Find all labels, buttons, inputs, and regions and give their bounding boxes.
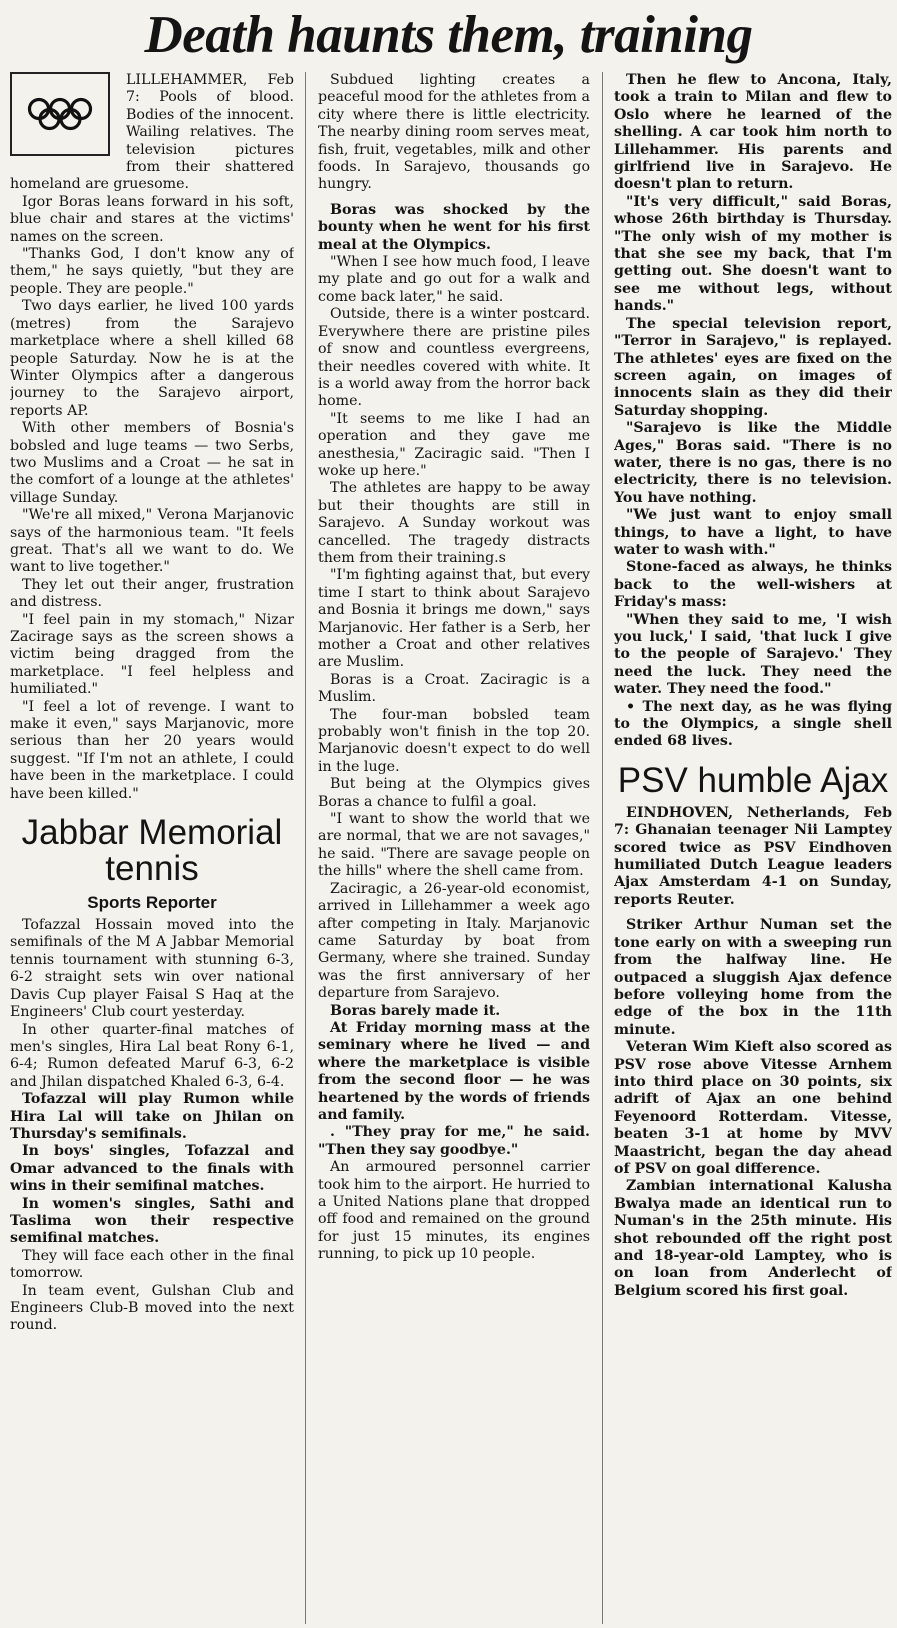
article-paragraph: Tofazzal Hossain moved into the semifinals of the M A Jabbar Memorial tennis tournament with stunning 6-3, 6-2 straight sets win over national Davis Cup player Faisal S Haq at the Engineers' Club court yesterday. [10,917,294,1021]
article-paragraph: "When they said to me, 'I wish you luck,' I said, 'that luck I give to the people of Sarajevo.' They need the luck. They need the water. They need the food." [614,611,892,698]
article-paragraph: An armoured personnel carrier took him to the airport. He hurried to a United Nations plane that dropped off food and remained on the ground for just 15 minutes, its engines running, to pick up 10 people. [318,1159,590,1263]
article-paragraph: The four-man bobsled team probably won't finish in the top 20. Marjanovic doesn't expect to do well in the luge. [318,706,590,775]
article-paragraph: EINDHOVEN, Netherlands, Feb 7: Ghanaian teenager Nii Lamptey scored twice as PSV Eindhoven humiliated Dutch League leaders Ajax Amsterdam 4-1 on Sunday, reports Reuter. [614,804,892,908]
article-paragraph: The athletes are happy to be away but their thoughts are still in Sarajevo. A Sunday workout was cancelled. The tragedy distracts them from their training.s [318,480,590,566]
article-paragraph: Striker Arthur Numan set the tone early on with a sweeping run from the halfway line. He outpaced a sluggish Ajax defence before volleying home from the edge of the box in the 11th minute. [614,917,892,1038]
column-rule [305,72,306,1624]
article-paragraph: Veteran Wim Kieft also scored as PSV rose above Vitesse Arnhem into third place on 30 points, six adrift of Ajax an one behind Feyenoord Rotterdam. Vitesse, beaten 3-1 at home by MVV Maastricht, began the day ahead of PSV on goal difference. [614,1039,892,1177]
article-paragraph: "We just want to enjoy small things, to have a light, to have water to wash with." [614,507,892,558]
article-paragraph: Stone-faced as always, he thinks back to the well-wishers at Friday's mass: [614,559,892,611]
article-paragraph: "I want to show the world that we are normal, that we are not savages," he said. "There are savage people on the hills" where the shell came from. [318,811,590,880]
article-paragraph: • The next day, as he was flying to the Olympics, a single shell ended 68 lives. [614,698,892,750]
column-rule [602,72,603,1624]
article-paragraph: In women's singles, Sathi and Taslima won their respective semifinal matches. [10,1195,294,1247]
article-paragraph: Boras is a Croat. Zaciragic is a Muslim. [318,671,590,706]
dateline-paragraph: LILLEHAMMER, Feb 7: Pools of blood. Bodies of the innocent. Wailing relatives. The television pictures from their shattered homeland are gruesome. [10,72,294,193]
byline: Sports Reporter [87,893,217,913]
psv-headline: PSV humble Ajax [617,760,889,800]
article-paragraph: With other members of Bosnia's bobsled and luge teams — two Serbs, two Muslims and a Croat — he sat in the comfort of a lounge at the athletes' village Sunday. [10,420,294,506]
olympic-rings-icon [10,72,110,156]
article-paragraph: "When I see how much food, I leave my plate and go out for a walk and come back later," he said. [318,254,590,305]
tennis-headline: Jabbar Memorial tennis [21,813,283,889]
article-paragraph: Then he flew to Ancona, Italy, took a train to Milan and flew to Oslo where he learned of the shelling. A car took him north to Lillehammer. His parents and girlfriend live in Sarajevo. He doesn't plan to return. [614,72,892,193]
column-2 [318,72,590,1624]
article-paragraph: In other quarter-final matches of men's singles, Hira Lal beat Rony 6-1, 6-4; Rumon defeated Maruf 6-3, 6-2 and Jhilan dispatched Khaled 6-3, 6-4. [10,1021,294,1090]
article-paragraph: Outside, there is a winter postcard. Everywhere there are pristine piles of snow and countless evergreens, their needles covered with white. It is a world away from the horror back home. [318,306,590,410]
article-paragraph: Igor Boras leans forward in his soft, blue chair and stares at the victims' names on the screen. [10,193,294,245]
column-3 [614,72,892,1624]
article-paragraph: Zaciragic, a 26-year-old economist, arrived in Lillehammer a week ago after competing in Italy. Marjanovic came Saturday by boat from Germany, where she trained. Sunday was the first anniversary of her departure from Sarajevo. [318,880,590,1002]
article-paragraph: Two days earlier, he lived 100 yards (metres) from the Sarajevo marketplace where a shell killed 68 people Saturday. Now he is at the Winter Olympics after a dangerous journey to the Sarajevo airport, reports AP. [10,298,294,419]
article-paragraph: At Friday morning mass at the seminary where he lived — and where the marketplace is visible from the second floor — he was heartened by the words of friends and family. [318,1019,590,1123]
article-paragraph: Boras barely made it. [330,1002,501,1019]
article-paragraph: In boys' singles, Tofazzal and Omar advanced to the finals with wins in their semifinal matches. [10,1143,294,1195]
article-paragraph: Subdued lighting creates a peaceful mood for the athletes from a city where there is little electricity. The nearby dining room serves meat, fish, fruit, vegetables, milk and other foods. In Sarajevo, thousands go hungry. [318,72,590,193]
article-paragraph: Tofazzal will play Rumon while Hira Lal will take on Jhilan on Thursday's semifinals. [10,1091,294,1142]
headline: Death haunts them, training [144,6,753,64]
article-paragraph: Boras was shocked by the bounty when he went for his first meal at the Olympics. [318,201,590,253]
article-paragraph: . "They pray for me," he said. "Then they say goodbye." [318,1124,590,1158]
article-paragraph: "I'm fighting against that, but every time I start to think about Sarajevo and Bosnia it brings me down," says Marjanovic. Her father is a Serb, her mother a Croat and other relatives are Muslim. [318,567,590,671]
article-paragraph: But being at the Olympics gives Boras a chance to fulfil a goal. [318,776,590,810]
article-paragraph: The special television report, "Terror in Sarajevo," is replayed. The athletes' eyes are fixed on the screen again, on images of innocents slain as they did their Saturday shopping. [614,315,892,419]
column-1 [10,72,294,1624]
article-paragraph: "It's very difficult," said Boras, whose 26th birthday is Thursday. "The only wish of my mother is that she see my back, that I'm getting out. She doesn't want to see me without legs, without hands." [614,193,892,315]
article-paragraph: "I feel a lot of revenge. I want to make it even," says Marjanovic, more serious than her 20 years would suggest. "If I'm not an athlete, I could have been in the marketplace. I could have been killed." [10,698,294,802]
article-paragraph: "Thanks God, I don't know any of them," he says quietly, "but they are people. They are people." [10,246,294,297]
article-paragraph: "It seems to me like I had an operation and they gave me anesthesia," Zaciragic said. "Then I woke up here." [318,410,590,479]
article-paragraph: "We're all mixed," Verona Marjanovic says of the harmonious team. "It feels great. That's all we want to do. We want to live together." [10,507,294,576]
article-paragraph: They will face each other in the final tomorrow. [10,1247,294,1282]
article-paragraph: Zambian international Kalusha Bwalya made an identical run to Numan's in the 25th minute. His shot rebounded off the right post and 18-year-old Lamptey, who is on loan from Anderlecht of Belgium scored his first goal. [614,1178,892,1299]
article-paragraph: In team event, Gulshan Club and Engineers Club-B moved into the next round. [10,1282,294,1334]
article-paragraph: "I feel pain in my stomach," Nizar Zacirage says as the screen shows a victim being dragged from the marketplace. "I feel helpless and humiliated." [10,611,294,698]
article-paragraph: "Sarajevo is like the Middle Ages," Boras said. "There is no water, there is no gas, there is no electricity, there is no television. You have nothing. [614,420,892,506]
article-paragraph: They let out their anger, frustration and distress. [10,576,294,611]
